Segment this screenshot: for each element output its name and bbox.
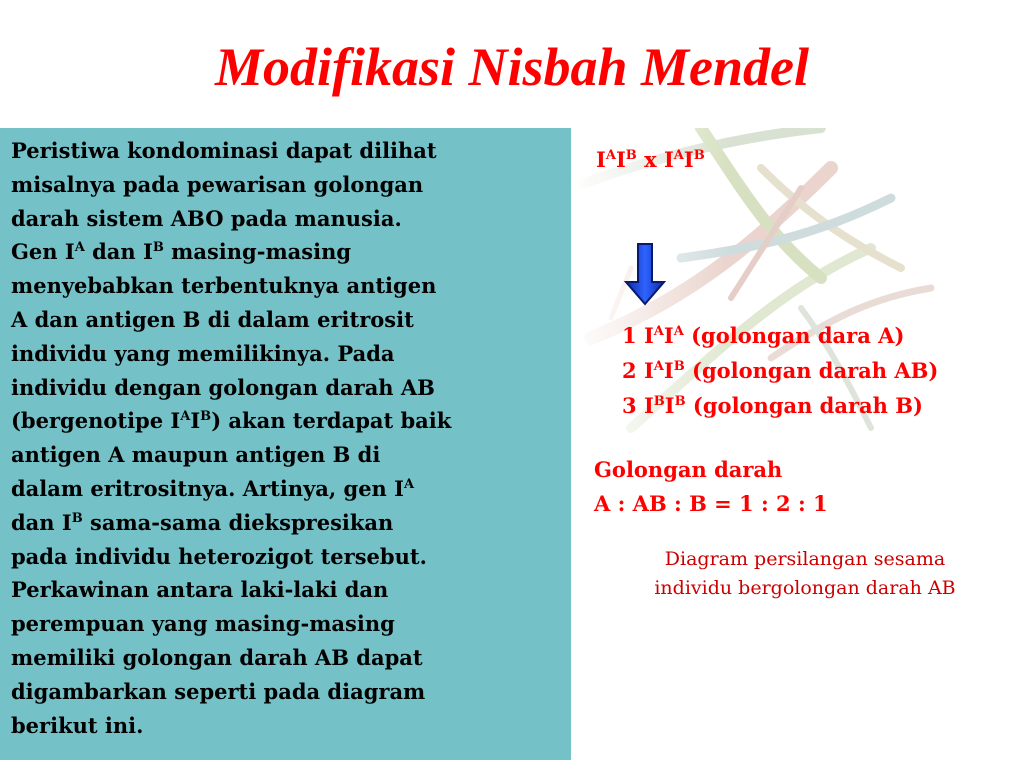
- paragraph-line: digambarkan seperti pada diagram: [11, 678, 426, 704]
- paragraph-line: misalnya pada pewarisan golongan: [11, 171, 424, 197]
- paragraph-line: dalam eritrositnya. Artinya, gen $I^A$: [11, 475, 415, 501]
- paragraph-line: dan $I^B$ sama-sama diekspresikan: [11, 509, 394, 535]
- caption-line: Diagram persilangan sesama: [664, 548, 946, 570]
- paragraph-line: Perkawinan antara laki-laki dan: [11, 577, 389, 603]
- paragraph-line: (bergenotipe $I^AI^B$) akan terdapat baik: [11, 408, 452, 434]
- caption-line: individu bergolongan darah AB: [654, 577, 956, 599]
- paragraph-line: A dan antigen B di dalam eritrosit: [11, 306, 414, 332]
- paragraph-line: pada individu heterozigot tersebut.: [11, 543, 427, 569]
- summary-heading: Golongan darah: [594, 457, 783, 482]
- explanation-text-box: [0, 128, 571, 760]
- summary-ratio: A : AB : B = 1 : 2 : 1: [594, 491, 828, 516]
- paragraph-line: Peristiwa kondominasi dapat dilihat: [11, 138, 437, 163]
- paragraph-line: antigen A maupun antigen B di: [11, 442, 381, 468]
- ratio-summary: [594, 453, 828, 521]
- offspring-results: [622, 318, 938, 423]
- paragraph-line: individu dengan golongan darah AB: [11, 374, 435, 400]
- slide-title: Modifikasi Nisbah Mendel: [214, 37, 810, 97]
- result-line: 2 $I^AI^B$ (golongan darah AB): [622, 358, 939, 383]
- result-line: 1 $I^AI^A$ (golongan dara A): [622, 323, 905, 348]
- result-line: 3 $I^BI^B$ (golongan darah B): [622, 393, 923, 418]
- paragraph-line: memiliki golongan darah AB dapat: [11, 644, 423, 670]
- paragraph-line: perempuan yang masing-masing: [11, 611, 395, 637]
- diagram-caption: [590, 545, 1020, 603]
- paragraph-line: darah sistem ABO pada manusia.: [11, 205, 402, 231]
- cross-genotypes: $I^AI^B$ x $I^AI^B$: [596, 147, 705, 172]
- paragraph-line: menyebabkan terbentuknya antigen: [11, 273, 437, 299]
- paragraph-line: individu yang memilikinya. Pada: [11, 340, 395, 366]
- arrow-down-icon: [624, 242, 666, 306]
- paragraph-line: Gen $I^A$ dan $I^B$ masing-masing: [11, 239, 352, 265]
- paragraph-line: berikut ini.: [11, 712, 144, 738]
